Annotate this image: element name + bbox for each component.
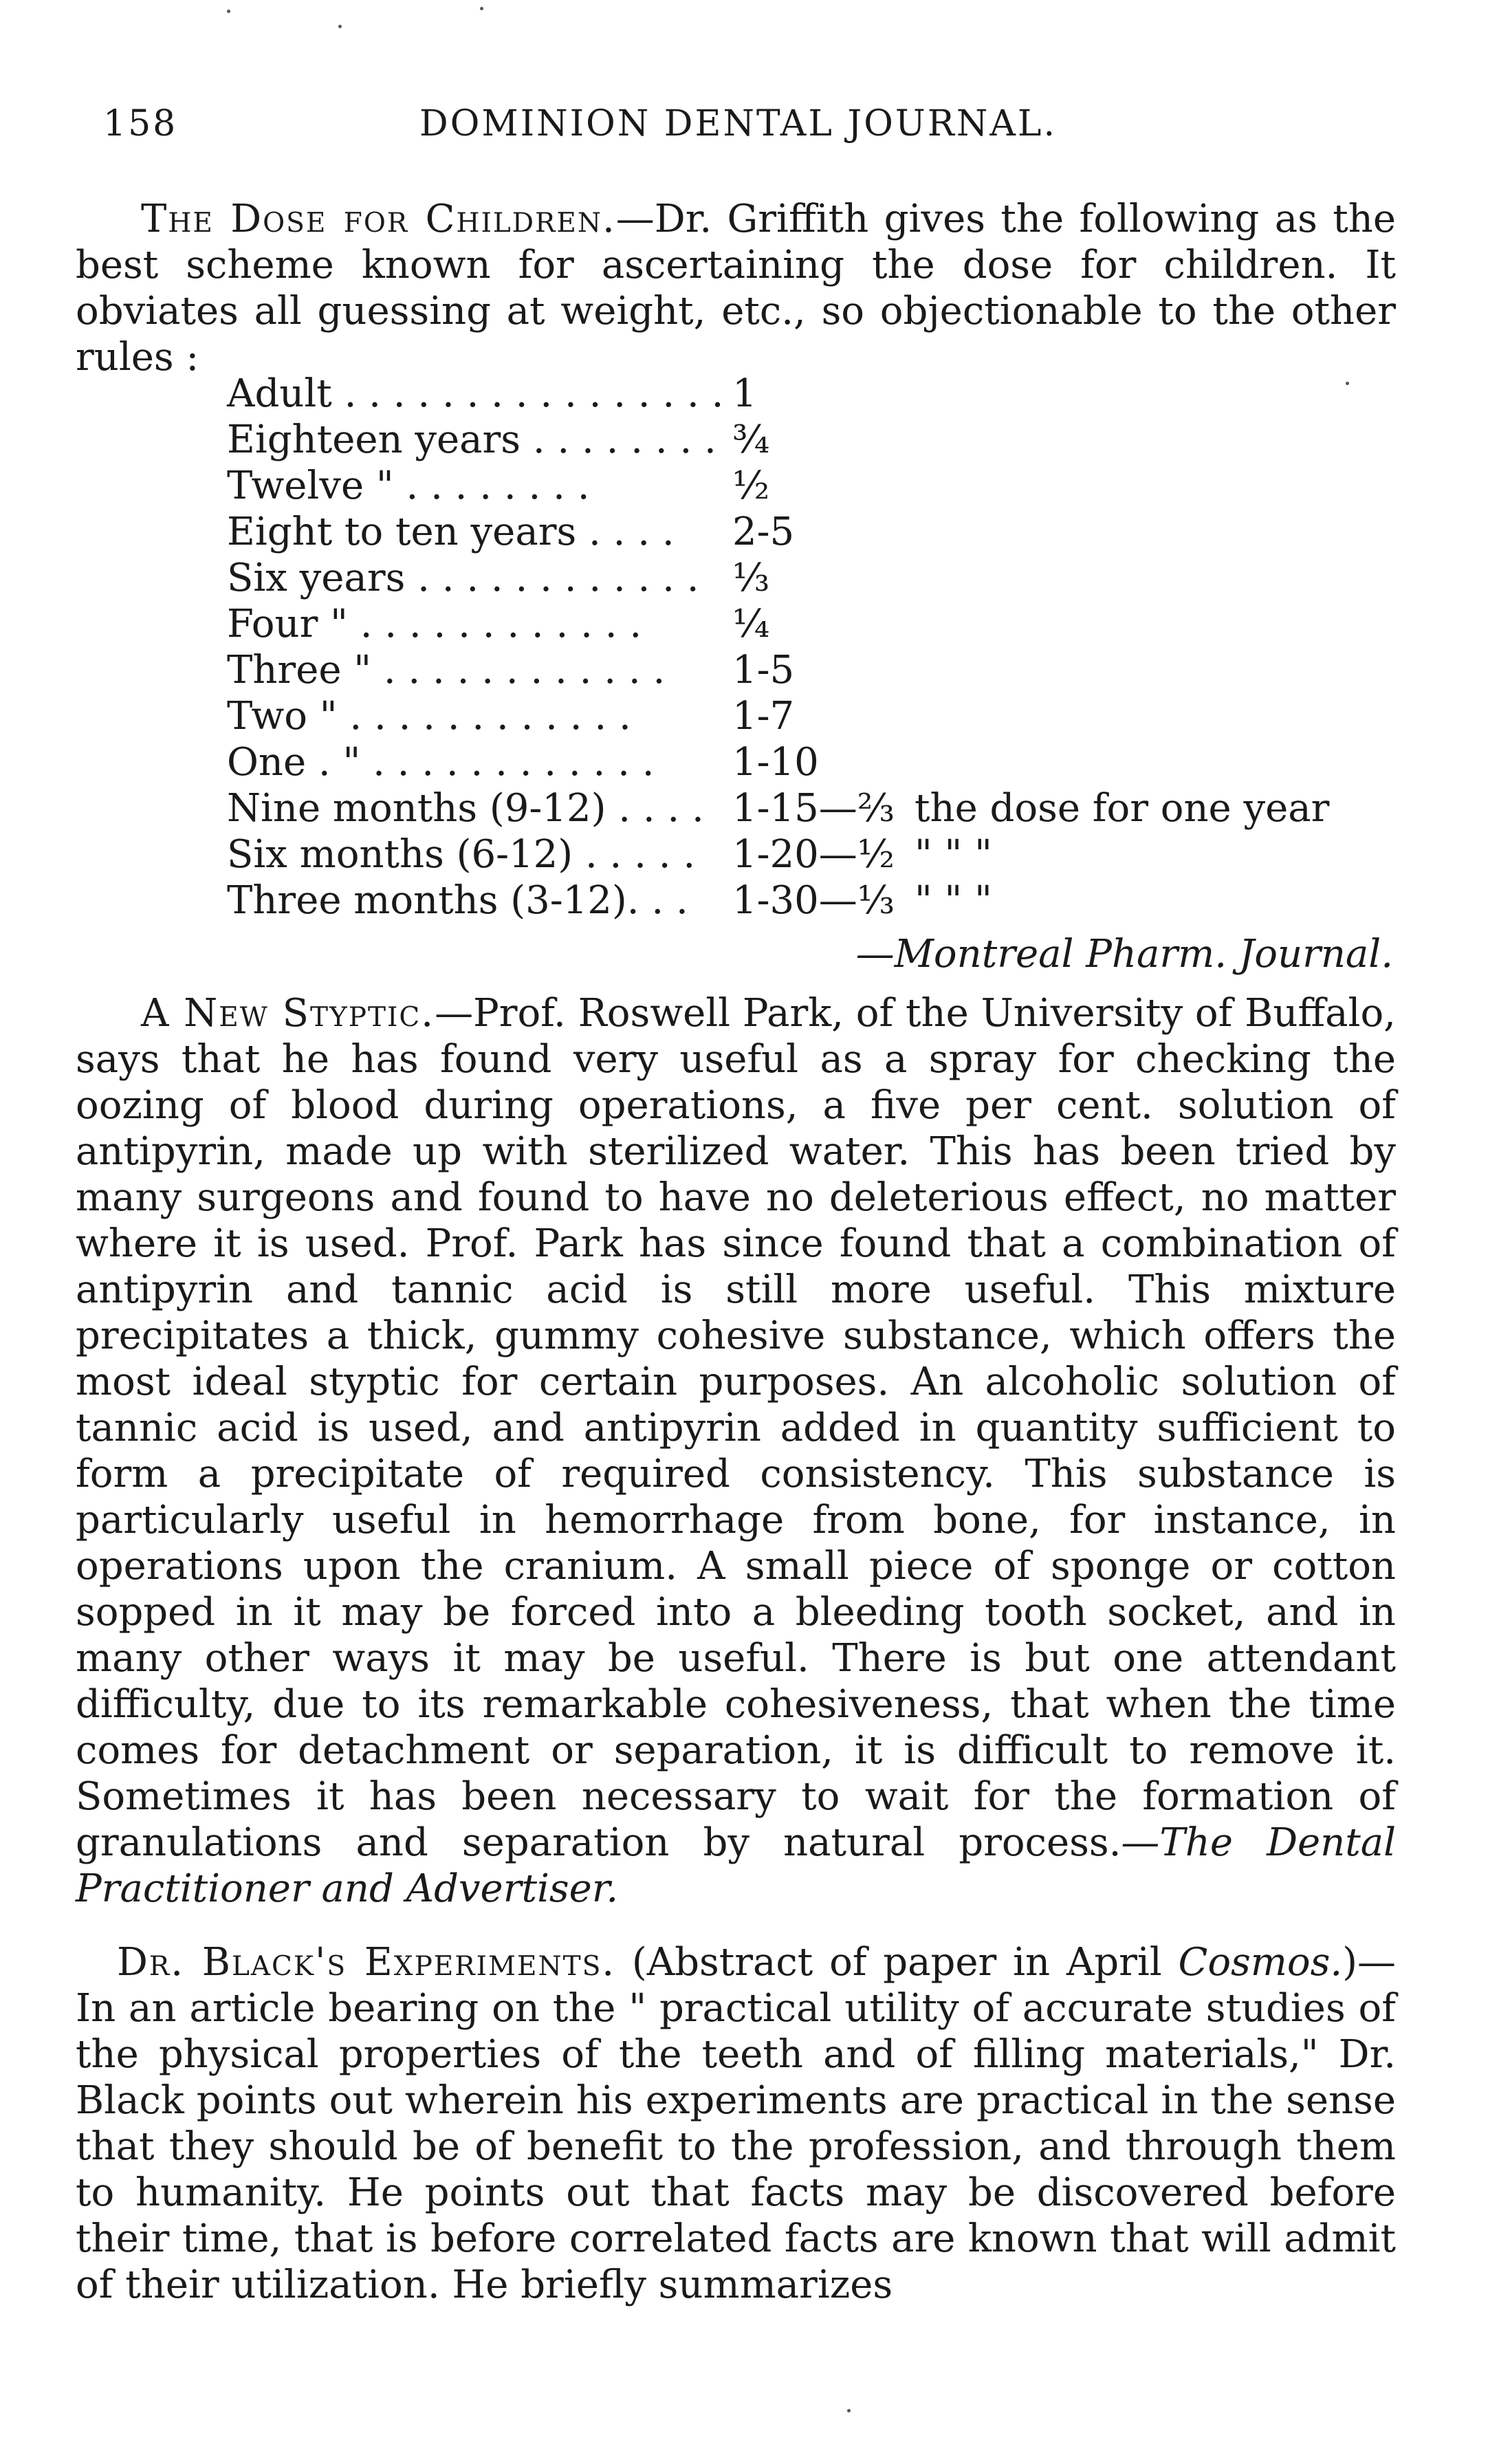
dose-row: Twelve " . . . . . . . . ½ [227, 464, 770, 508]
black-experiments-paragraph [76, 1939, 1396, 2308]
dose-intro-text: —Dr. Griffith gives the following as the best scheme known for ascertaining the dose for children. It obviates all guessing at weight, etc., so objectionable to the other rules : [76, 197, 1396, 380]
page-number: 158 [103, 103, 178, 144]
black-paren-open: (Abstract of paper in April [615, 1940, 1179, 1985]
black-paren-source: Cosmos. [1178, 1940, 1343, 1985]
dose-row: Four " . . . . . . . . . . . . ¼ [227, 602, 770, 646]
dose-row: One . " . . . . . . . . . . . . 1-10 [227, 740, 819, 785]
journal-title: DOMINION DENTAL JOURNAL. [419, 103, 1057, 144]
page-header [103, 103, 1396, 158]
dose-row: Adult . . . . . . . . . . . . . . . . 1 [227, 371, 757, 416]
dose-row: Three " . . . . . . . . . . . . 1-5 [227, 648, 795, 693]
dose-table [227, 371, 1396, 924]
print-speck [1346, 382, 1349, 385]
black-paren-close: ) [1342, 1940, 1357, 1985]
dose-heading: The Dose for Children. [141, 197, 616, 241]
styptic-source-citation: —The Dental Practitioner and Advertiser. [76, 1820, 1397, 1911]
print-speck [847, 2409, 851, 2412]
print-speck [227, 10, 230, 13]
dose-row: Six months (6-12) . . . . . 1-20—½ " " " [227, 832, 992, 877]
styptic-paragraph [76, 990, 1396, 1912]
black-heading: Dr. Black's Experiments. [117, 1940, 616, 1985]
styptic-body: —Prof. Roswell Park, of the University of Buffalo, says that he has found very useful as a spray for checking the oozing of blood during operations, a five per cent. solution of antipyrin, made up with sterilized water. This has been tried by many surgeons and found to have no deleterious effect, no matter where it is used. Prof. Park has since found that a combination of antipyrin and tannic acid is still more useful. This mixture precipitates a thick, gummy cohesive substance, which offers the most ideal styptic for certain purposes. An alcoholic solution of tannic acid is used, and antipyrin added in quantity sufficient to form a precipitate of required consistency. This substance is particularly useful in hemorrhage from bone, for instance, in operations upon the cranium. A small piece of sponge or cotton sopped in it may be forced into a bleeding tooth socket, and in many other ways it may be useful. There is but one attendant difficulty, due to its remarkable cohesiveness, that when the time comes for detachment or separation, it is difficult to remove it. Sometimes it has been necessary to wait for the formation of granulations and separation by natural process. [76, 991, 1396, 1865]
dose-row: Six years . . . . . . . . . . . . ⅓ [227, 556, 770, 600]
styptic-heading: A New Styptic. [141, 991, 435, 1036]
dose-row: Eighteen years . . . . . . . . ¾ [227, 417, 770, 462]
dose-row: Two " . . . . . . . . . . . . 1-7 [227, 694, 795, 739]
black-body: —In an article bearing on the " practical utility of accurate studies of the physical properties of the teeth and of filling materials," Dr. Black points out wherein his experiments are practical in the sense that they should be of benefit to the profession, and through them to humanity. He points out that facts may be discovered before their time, that is before correlated facts are known that will admit of their utilization. He briefly summarizes [76, 1940, 1396, 2307]
dose-intro-paragraph [76, 196, 1396, 380]
print-speck [480, 7, 483, 10]
print-speck [338, 25, 342, 28]
dose-source-citation: —Montreal Pharm. Journal. [855, 932, 1393, 977]
dose-row: Nine months (9-12) . . . . 1-15—⅔ the dose for one year [227, 786, 1330, 831]
dose-row: Eight to ten years . . . . 2-5 [227, 510, 795, 554]
dose-row: Three months (3-12). . . 1-30—⅓ " " " [227, 878, 992, 923]
